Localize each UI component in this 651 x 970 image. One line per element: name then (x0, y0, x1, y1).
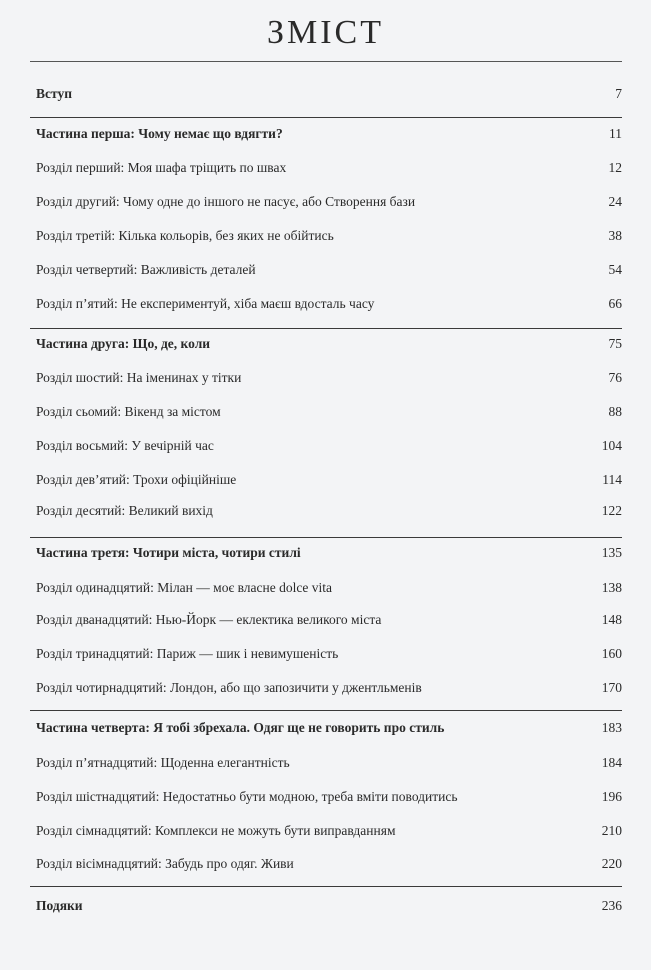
toc-entry (36, 823, 622, 845)
toc-entry-label: Розділ четвертий: Важливість деталей (36, 262, 256, 277)
toc-entry-label: Розділ дев’ятий: Трохи офіційніше (36, 472, 237, 487)
toc-entry (36, 438, 622, 460)
toc-entry-label: Розділ десятий: Великий вихід (36, 503, 213, 518)
toc-entry (36, 262, 622, 284)
toc-entry (36, 296, 622, 318)
toc-entry-page: 138 (601, 580, 622, 595)
toc-entry-label: Розділ одинадцятий: Мілан — моє власне dolce vita (36, 580, 332, 595)
toc-entry-page: 104 (601, 438, 622, 453)
toc-entry-page: 114 (602, 472, 622, 487)
toc-entry (36, 789, 622, 811)
toc-entry-page: 75 (608, 336, 622, 351)
section-divider (30, 886, 622, 887)
toc-entry-label: Розділ п’ятий: Не експериментуй, хіба маєш вдосталь часу (36, 296, 375, 311)
toc-entry (36, 720, 622, 742)
toc-entry (36, 612, 622, 634)
toc-entry (36, 336, 622, 358)
section-divider (30, 328, 622, 329)
toc-entry-page: 148 (601, 612, 622, 627)
toc-entry-page: 196 (601, 789, 622, 804)
toc-entry-label: Розділ перший: Моя шафа тріщить по швах (36, 160, 287, 175)
toc-entry-page: 38 (608, 228, 622, 243)
toc-entry-label: Частина третя: Чотири міста, чотири стилі (36, 545, 301, 560)
toc-entry (36, 503, 622, 525)
toc-entry-label: Розділ шостий: На іменинах у тітки (36, 370, 242, 385)
toc-entry-label: Подяки (36, 898, 83, 913)
section-divider (30, 710, 622, 711)
toc-entry-page: 135 (601, 545, 622, 560)
toc-entry-label: Частина четверта: Я тобі збрехала. Одяг ще не говорить про стиль (36, 720, 445, 735)
toc-entry-page: 122 (601, 503, 622, 518)
toc-entry (36, 194, 622, 216)
toc-entry (36, 680, 622, 702)
section-divider (30, 117, 622, 118)
toc-entry-page: 160 (601, 646, 622, 661)
toc-entry (36, 646, 622, 668)
toc-entry-label: Розділ третій: Кілька кольорів, без яких не обійтись (36, 228, 334, 243)
toc-entry (36, 755, 622, 777)
toc-entry-label: Розділ шістнадцятий: Недостатньо бути модною, треба вміти поводитись (36, 789, 458, 804)
toc-entry-page: 88 (608, 404, 622, 419)
toc-entry-label: Частина друга: Що, де, коли (36, 336, 211, 351)
toc-entry-label: Вступ (36, 86, 72, 101)
toc-entry (36, 580, 622, 602)
toc-entry-page: 184 (601, 755, 622, 770)
page-title: ЗМІСТ (266, 14, 385, 51)
toc-entry-page: 7 (615, 86, 622, 101)
toc-entry-label: Розділ другий: Чому одне до іншого не пасує, або Створення бази (36, 194, 416, 209)
toc-entry-label: Розділ сьомий: Вікенд за містом (36, 404, 221, 419)
toc-entry-page: 24 (608, 194, 622, 209)
toc-entry-label: Розділ чотирнадцятий: Лондон, або що запозичити у джентльменів (36, 680, 422, 695)
toc-entry-label: Розділ вісімнадцятий: Забудь про одяг. Живи (36, 856, 294, 871)
toc-entry-page: 66 (608, 296, 622, 311)
toc-entry-page: 220 (601, 856, 622, 871)
toc-entry-label: Розділ тринадцятий: Париж — шик і невимушеність (36, 646, 339, 661)
toc-entry-page: 12 (608, 160, 622, 175)
toc-entry-label: Розділ дванадцятий: Нью-Йорк — еклектика великого міста (36, 612, 382, 627)
toc-entry (36, 545, 622, 567)
toc-entry-label: Розділ сімнадцятий: Комплекси не можуть бути виправданням (36, 823, 396, 838)
toc-entry-page: 11 (609, 126, 622, 141)
toc-entry (36, 126, 622, 148)
toc-entry (36, 404, 622, 426)
toc-entry (36, 856, 622, 878)
toc-entry-page: 76 (608, 370, 622, 385)
toc-entry-page: 54 (608, 262, 622, 277)
toc-entry-label: Частина перша: Чому немає що вдягти? (36, 126, 283, 141)
toc-entry-page: 183 (601, 720, 622, 735)
toc-entry-page: 170 (601, 680, 622, 695)
toc-entry-label: Розділ п’ятнадцятий: Щоденна елегантність (36, 755, 290, 770)
toc-entry-label: Розділ восьмий: У вечірній час (36, 438, 214, 453)
toc-entry (36, 370, 622, 392)
section-divider (30, 537, 622, 538)
toc-entry (36, 86, 622, 108)
toc-entry (36, 228, 622, 250)
toc-entry (36, 898, 622, 920)
toc-entry-page: 236 (601, 898, 622, 913)
toc-entry (36, 472, 622, 494)
toc-entry-page: 210 (601, 823, 622, 838)
toc-entry (36, 160, 622, 182)
